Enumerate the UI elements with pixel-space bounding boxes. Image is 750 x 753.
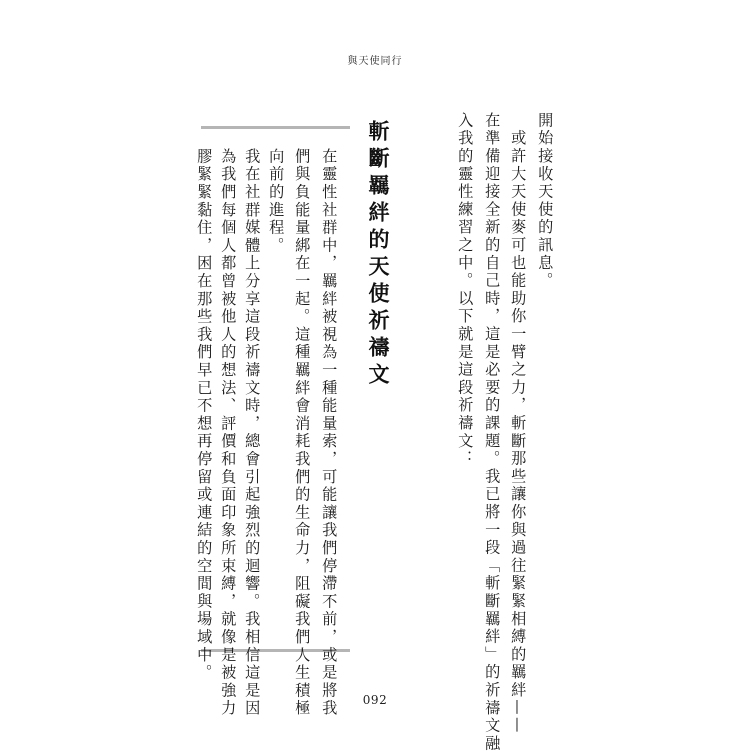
- top-rule: [201, 126, 350, 129]
- body-line-4: 我在社群媒體上分享這段祈禱文時，總會引起強烈的迴響。我相信這是因: [243, 148, 262, 718]
- page-number: 092: [362, 693, 388, 707]
- body-line-3: 向前的進程。: [267, 148, 286, 255]
- body-line-5: 為我們每個人都曾被他人的想法、評價和負面印象所束縛，就像是被強力: [219, 148, 238, 718]
- body-line-6: 膠緊緊黏住，困在那些我們早已不想再停留或連結的空間與場域中。: [195, 148, 214, 682]
- intro-line-2: 或許大天使麥可也能助你一臂之力，斬斷那些讓你與過往緊緊相縛的羈絆——: [509, 112, 528, 735]
- intro-line-3: 在準備迎接全新的自己時，這是必要的課題。我已將一段「斬斷羈絆」的祈禱文融: [483, 112, 502, 753]
- prayer-heading: 斬斷羈絆的天使祈禱文: [366, 120, 391, 390]
- body-line-1: 在靈性社群中，羈絆被視為一種能量索，可能讓我們停滯不前，或是將我: [320, 148, 339, 718]
- running-header: 與天使同行: [347, 56, 403, 67]
- body-line-2: 們與負能量綁在一起。這種羈絆會消耗我們的生命力，阻礙我們人生積極: [293, 148, 312, 718]
- intro-line-1: 開始接收天使的訊息。: [536, 112, 555, 290]
- intro-line-4: 入我的靈性練習之中。以下就是這段祈禱文：: [456, 112, 475, 468]
